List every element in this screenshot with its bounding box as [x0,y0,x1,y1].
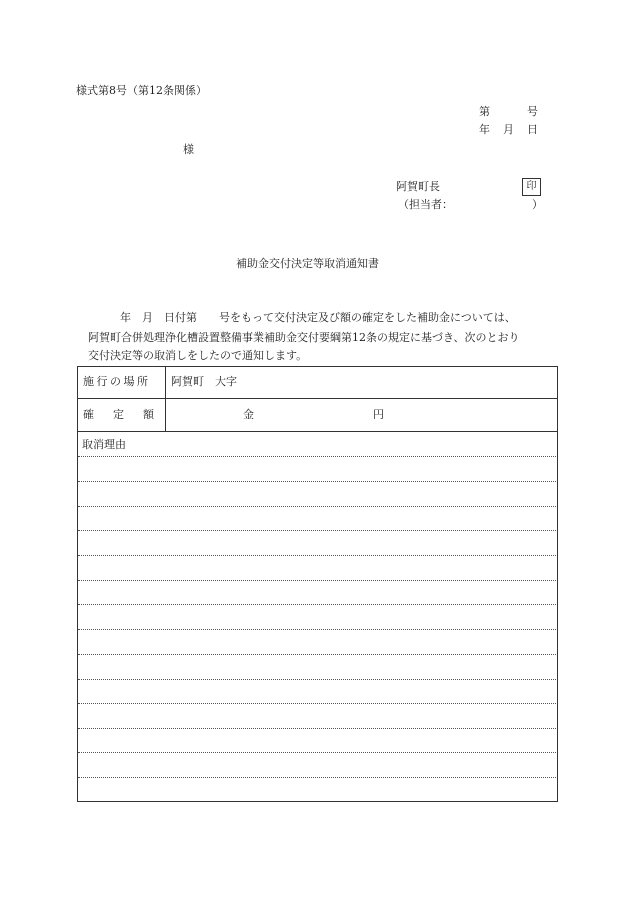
amount-unit: 円 [373,408,384,421]
amount-label: 確 定 額 [83,408,158,421]
date-month-label: 月 [503,123,514,136]
reason-ruled-line [78,481,556,482]
reason-ruled-line [78,679,556,680]
amount-prefix: 金 [243,408,254,421]
body-line-3: 交付決定等の取消しをしたので通知します。 [88,349,308,362]
reason-ruled-line [78,506,556,507]
body-line-2: 阿賀町合併処理浄化槽設置整備事業補助金交付要綱第12条の規定に基づき、次のとおり [88,331,520,344]
form-number: 様式第8号（第12条関係） [76,84,207,97]
seal-stamp: 印 [522,178,541,196]
reason-ruled-line [78,703,556,704]
reason-ruled-line [78,654,556,655]
location-label: 施行の場所 [83,375,151,388]
reason-ruled-line [78,752,556,753]
reason-ruled-line [78,728,556,729]
reason-ruled-line [78,530,556,531]
reason-ruled-line [78,555,556,556]
reason-label: 取消理由 [82,438,126,451]
contact-label: （担当者： [398,198,453,211]
location-value: 阿賀町 大字 [171,375,237,388]
contact-close: ） [532,198,543,211]
date-year-label: 年 [479,123,490,136]
addressee-suffix: 様 [183,143,194,156]
reason-ruled-line [78,629,556,630]
issuer-title: 阿賀町長 [396,180,440,193]
number-dai-label: 第 [479,105,490,118]
reason-ruled-line [78,604,556,605]
reason-ruled-line [78,580,556,581]
table-row-divider [77,398,557,399]
table-row-divider [77,431,557,432]
table-column-divider [165,366,166,432]
reason-ruled-line [78,777,556,778]
number-go-label: 号 [527,105,538,118]
reason-ruled-line [78,456,556,457]
date-day-label: 日 [527,123,538,136]
body-line-1: 年 月 日付第 号をもって交付決定及び額の確定をした補助金については、 [120,311,516,324]
document-title: 補助金交付決定等取消通知書 [236,257,379,270]
